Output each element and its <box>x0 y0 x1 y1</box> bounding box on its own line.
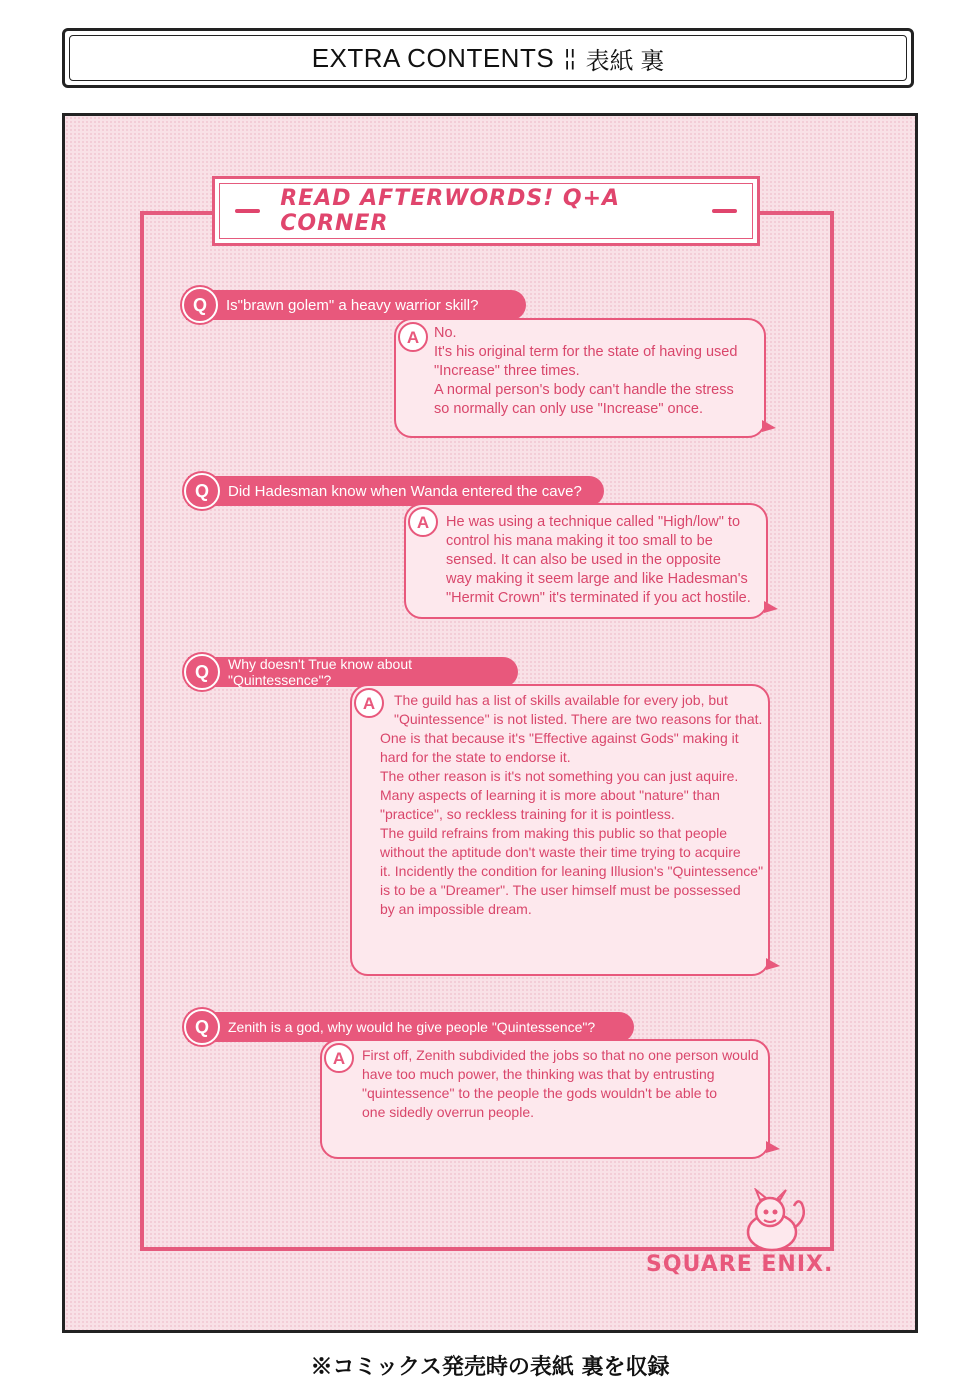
answer-line: control his mana making it too small to be <box>446 533 713 549</box>
a-badge-icon: A <box>354 688 384 718</box>
answer-3-box <box>350 684 770 976</box>
title-dash-left <box>235 209 260 213</box>
question-1-text: Is"brawn golem" a heavy warrior skill? <box>226 296 479 314</box>
mascot-slime-icon <box>742 1188 812 1252</box>
answer-line: is to be a "Dreamer". The user himself must be possessed <box>380 882 741 898</box>
title-dash-right <box>712 209 737 213</box>
speech-tail <box>764 601 778 613</box>
question-4-text: Zenith is a god, why would he give people "Quintessence"? <box>228 1019 596 1035</box>
answer-line: sensed. It can also be used in the opposite <box>446 552 721 568</box>
answer-line: so normally can only use "Increase" once. <box>434 401 704 417</box>
answer-line: The guild has a list of skills available for every job, but <box>394 692 728 708</box>
corner-title: READ AFTERWORDS! Q+A CORNER <box>280 186 621 236</box>
header-title: EXTRA CONTENTS <box>311 42 555 73</box>
question-2-text: Did Hadesman know when Wanda entered the cave? <box>228 482 582 500</box>
q-badge-icon: Q <box>182 287 218 323</box>
answer-line: by an impossible dream. <box>380 901 532 917</box>
answer-line: one sidedly overrun people. <box>362 1104 535 1120</box>
answer-line: it. Incidently the condition for leaning Illusion's "Quintessence" <box>380 863 764 879</box>
answer-line: have too much power, the thinking was that by entrusting <box>362 1066 715 1082</box>
answer-1-box <box>394 318 766 438</box>
question-3-bar <box>188 657 518 687</box>
answer-line: The guild refrains from making this public so that people <box>380 825 728 841</box>
answer-line: hard for the state to endorse it. <box>380 749 571 765</box>
question-3-text: Why doesn't True know about "Quintessence"? <box>228 656 412 688</box>
answer-line: No. <box>434 325 457 341</box>
answer-line: "Quintessence" is not listed. There are two reasons for that. <box>394 711 763 727</box>
answer-line: First off, Zenith subdivided the jobs so that no one person would <box>362 1047 759 1063</box>
answer-line: It's his original term for the state of having used <box>434 344 738 360</box>
answer-2-box <box>404 503 768 619</box>
answer-4-text <box>362 1046 759 1122</box>
corner-title-banner <box>212 176 760 246</box>
footer-note: ※コミックス発売時の表紙 裏を収録 <box>310 1354 670 1380</box>
answer-1-text <box>434 324 737 419</box>
a-badge-icon: A <box>324 1043 354 1073</box>
answer-line: The other reason is it's not something you can just aquire. <box>380 768 739 784</box>
answer-line: Many aspects of learning it is more about "nature" than <box>380 787 720 803</box>
q-badge-icon: Q <box>184 1009 220 1045</box>
a-badge-icon: A <box>398 322 428 352</box>
header-separator: ¦¦ <box>564 45 576 70</box>
answer-line: One is that because it's "Effective against Gods" making it <box>380 730 739 746</box>
answer-line: "quintessence" to the people the gods wouldn't be able to <box>362 1085 718 1101</box>
answer-2-text <box>446 513 751 608</box>
speech-tail <box>766 958 780 970</box>
answer-3-text <box>380 691 763 919</box>
header-subtitle: 表紙 裏 <box>585 47 665 75</box>
answer-line: "Increase" three times. <box>434 363 580 379</box>
speech-tail <box>762 420 776 432</box>
speech-tail <box>766 1141 780 1153</box>
q-badge-icon: Q <box>184 654 220 690</box>
question-1-bar <box>186 290 526 320</box>
question-4-bar <box>188 1012 634 1042</box>
square-enix-logo: SQUARE ENIX. <box>646 1252 834 1277</box>
answer-line: way making it seem large and like Hadesman's <box>446 571 748 587</box>
answer-line: "practice", so reckless training for it is pointless. <box>380 806 675 822</box>
a-badge-icon: A <box>408 507 438 537</box>
answer-line: He was using a technique called "High/low" to <box>446 514 741 530</box>
answer-4-box <box>320 1039 770 1159</box>
answer-line: A normal person's body can't handle the stress <box>434 382 734 398</box>
answer-line: without the aptitude don't waste their time trying to acquire <box>380 844 741 860</box>
answer-line: "Hermit Crown" it's terminated if you act hostile. <box>446 590 751 606</box>
header-bar <box>62 28 914 88</box>
question-2-bar <box>188 476 604 506</box>
q-badge-icon: Q <box>184 473 220 509</box>
